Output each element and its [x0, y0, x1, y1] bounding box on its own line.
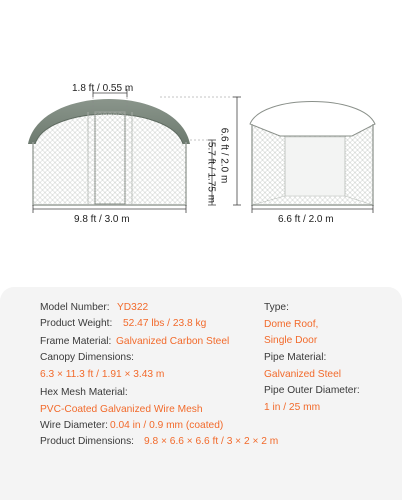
hex-mesh-material-value: PVC-Coated Galvanized Wire Mesh — [40, 404, 203, 415]
door — [95, 112, 125, 204]
pipe-material-value: Galvanized Steel — [264, 369, 342, 380]
type-label: Type: — [264, 302, 289, 313]
door-width-label: 1.8 ft / 0.55 m — [72, 83, 134, 94]
specs-panel — [0, 287, 402, 500]
canopy-dimensions-value: 6.3 × 11.3 ft / 1.91 × 3.43 m — [40, 369, 165, 380]
frame-material-label: Frame Material: — [40, 336, 112, 347]
side-height-label: 5.7 ft / 1.75 m — [205, 141, 217, 204]
product-weight-label: Product Weight: — [40, 318, 113, 329]
type-value-line2: Single Door — [264, 335, 318, 346]
product-dimensions-label: Product Dimensions: — [40, 436, 134, 447]
canopy-roof — [250, 102, 375, 137]
side-view-coop — [250, 102, 375, 214]
product-weight-value: 52.47 lbs / 23.8 kg — [123, 318, 207, 329]
canopy-dimensions-label: Canopy Dimensions: — [40, 352, 134, 363]
length-label: 9.8 ft / 3.0 m — [74, 214, 130, 225]
frame-material-value: Galvanized Carbon Steel — [116, 336, 230, 347]
hex-mesh-material-label: Hex Mesh Material: — [40, 387, 128, 398]
pipe-material-label: Pipe Material: — [264, 352, 327, 363]
model-number-value: YD322 — [117, 302, 149, 313]
model-number-label: Model Number: — [40, 302, 110, 313]
wire-diameter-value: 0.04 in / 0.9 mm (coated) — [110, 420, 224, 431]
pipe-outer-diameter-label: Pipe Outer Diameter: — [264, 385, 360, 396]
wire-diameter-label: Wire Diameter: — [40, 420, 108, 431]
width-label: 6.6 ft / 2.0 m — [278, 214, 334, 225]
pipe-outer-diameter-value: 1 in / 25 mm — [264, 402, 321, 413]
product-dimensions-value: 9.8 × 6.6 × 6.6 ft / 3 × 2 × 2 m — [144, 436, 279, 447]
peak-height-label: 6.6 ft / 2.0 m — [218, 127, 230, 184]
type-value-line1: Dome Roof, — [264, 319, 319, 330]
